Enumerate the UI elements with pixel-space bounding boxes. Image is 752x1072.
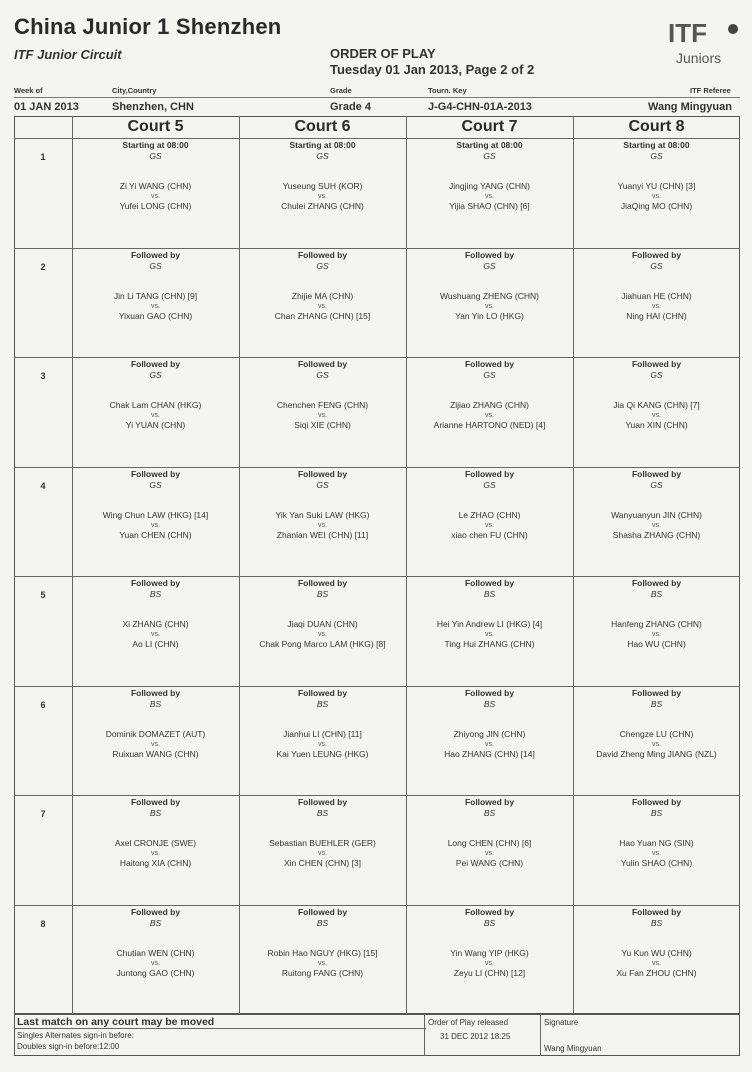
match-cell [72, 250, 239, 322]
match-start-label: Followed by [297, 469, 348, 479]
versus-label: vs. [485, 960, 494, 967]
match-start-label: Followed by [297, 578, 348, 588]
player-two: Xu Fan ZHOU (CHN) [616, 968, 697, 978]
match-cell [239, 688, 406, 760]
row-divider [14, 467, 740, 468]
event-code: BS [650, 699, 663, 709]
player-two: Ruitong FANG (CHN) [281, 968, 364, 978]
player-two: Ruixuan WANG (CHN) [112, 749, 199, 759]
match-start-label: Starting at 08:00 [289, 140, 356, 150]
versus-label: vs. [485, 741, 494, 748]
match-cell [406, 250, 573, 322]
match-cell [406, 359, 573, 431]
match-cell [72, 359, 239, 431]
player-two: Yijia SHAO (CHN) [6] [449, 201, 530, 211]
match-start-label: Followed by [631, 359, 682, 369]
versus-label: vs. [151, 850, 160, 857]
player-one: Chak Lam CHAN (HKG) [109, 400, 202, 410]
match-cell [573, 359, 740, 431]
itf-juniors-logo [662, 14, 742, 70]
player-one: Chutian WEN (CHN) [116, 948, 195, 958]
row-divider [14, 357, 740, 358]
event-code: GS [149, 480, 162, 490]
event-code: GS [650, 151, 663, 161]
match-start-label: Followed by [464, 250, 515, 260]
row-number: 8 [40, 919, 46, 929]
player-two: Haitong XIA (CHN) [119, 858, 192, 868]
row-divider [14, 795, 740, 796]
match-start-label: Followed by [631, 250, 682, 260]
event-code: BS [650, 589, 663, 599]
event-code: BS [483, 699, 496, 709]
player-one: Jiahuan HE (CHN) [621, 291, 692, 301]
week-value: 01 JAN 2013 [14, 101, 79, 113]
released-label: Order of Play released [428, 1018, 509, 1027]
event-code: GS [483, 151, 496, 161]
row-number: 5 [40, 590, 46, 600]
tournament-title: China Junior 1 Shenzhen [14, 14, 282, 39]
event-code: BS [483, 808, 496, 818]
event-code: BS [650, 918, 663, 928]
court-header: Court 7 [461, 118, 518, 135]
footer-col-divider-1 [424, 1014, 425, 1056]
match-start-label: Followed by [631, 688, 682, 698]
player-one: Zhijie MA (CHN) [291, 291, 354, 301]
signature-value: Wang Mingyuan [544, 1044, 602, 1053]
row-number: 2 [40, 262, 46, 272]
grade-value: Grade 4 [330, 101, 371, 113]
match-cell [72, 907, 239, 979]
match-cell [239, 469, 406, 541]
versus-label: vs. [151, 303, 160, 310]
match-cell [72, 578, 239, 650]
logo-subtext: Juniors [676, 50, 722, 66]
circuit-subtitle: ITF Junior Circuit [14, 47, 122, 62]
event-code: GS [483, 370, 496, 380]
match-start-label: Followed by [464, 578, 515, 588]
player-one: Wing Chun LAW (HKG) [14] [102, 510, 209, 520]
match-cell [239, 359, 406, 431]
player-two: Yixuan GAO (CHN) [118, 311, 193, 321]
match-cell [239, 140, 406, 212]
city-value: Shenzhen, CHN [112, 101, 194, 113]
player-two: Yuan CHEN (CHN) [119, 530, 192, 540]
row-number: 6 [40, 700, 46, 710]
row-number: 4 [40, 481, 46, 491]
event-code: BS [650, 808, 663, 818]
versus-label: vs. [151, 522, 160, 529]
versus-label: vs. [318, 412, 327, 419]
event-code: GS [316, 370, 329, 380]
footer-divider [14, 1028, 426, 1029]
match-start-label: Followed by [130, 359, 181, 369]
match-cell [72, 797, 239, 869]
event-code: BS [149, 808, 162, 818]
match-cell [406, 578, 573, 650]
player-one: Jianhui LI (CHN) [11] [283, 729, 362, 739]
player-one: Zi Yi WANG (CHN) [119, 181, 192, 191]
tourn-key-label: Tourn. Key [428, 86, 467, 95]
event-code: BS [483, 918, 496, 928]
row-divider [14, 686, 740, 687]
player-one: Zijiao ZHANG (CHN) [450, 400, 529, 410]
versus-label: vs. [485, 631, 494, 638]
match-start-label: Followed by [464, 688, 515, 698]
match-cell [72, 140, 239, 212]
row-divider [14, 248, 740, 249]
player-two: Shasha ZHANG (CHN) [612, 530, 701, 540]
event-code: BS [149, 918, 162, 928]
player-one: Axel CRONJE (SWE) [114, 838, 197, 848]
player-one: Jingjing YANG (CHN) [449, 181, 530, 191]
event-code: GS [316, 151, 329, 161]
match-cell [406, 907, 573, 979]
event-code: BS [316, 918, 329, 928]
logo-text: ITF [668, 18, 707, 48]
match-start-label: Followed by [297, 250, 348, 260]
player-one: Wanyuanyun JIN (CHN) [611, 510, 702, 520]
versus-label: vs. [151, 193, 160, 200]
order-of-play-label: ORDER OF PLAY [330, 46, 436, 61]
match-cell [406, 688, 573, 760]
match-start-label: Followed by [297, 907, 348, 917]
match-start-label: Followed by [297, 797, 348, 807]
match-cell [406, 469, 573, 541]
versus-label: vs. [151, 412, 160, 419]
versus-label: vs. [485, 193, 494, 200]
tennis-ball-icon [728, 24, 738, 34]
match-cell [406, 797, 573, 869]
player-two: Kai Yuen LEUNG (HKG) [276, 749, 369, 759]
player-two: Ning HAI (CHN) [626, 311, 687, 321]
versus-label: vs. [318, 193, 327, 200]
player-two: Zhanlan WEI (CHN) [11] [276, 530, 369, 540]
player-two: Ao LI (CHN) [132, 639, 179, 649]
match-cell [239, 797, 406, 869]
versus-label: vs. [652, 193, 661, 200]
match-start-label: Followed by [464, 797, 515, 807]
event-code: GS [316, 480, 329, 490]
player-one: Jia Qi KANG (CHN) [7] [613, 400, 700, 410]
versus-label: vs. [318, 522, 327, 529]
released-value: 31 DEC 2012 18:25 [440, 1032, 511, 1041]
player-one: Long CHEN (CHN) [6] [447, 838, 532, 848]
player-two: Yulin SHAO (CHN) [620, 858, 693, 868]
row-number: 7 [40, 809, 46, 819]
player-one: Yuseung SUH (KOR) [282, 181, 363, 191]
versus-label: vs. [318, 631, 327, 638]
row-divider [14, 905, 740, 906]
player-two: xiao chen FU (CHN) [451, 530, 528, 540]
match-start-label: Followed by [464, 907, 515, 917]
doubles-signin-note: Doubles sign-in before:12:00 [17, 1042, 120, 1051]
match-start-label: Followed by [130, 907, 181, 917]
player-two: Hao ZHANG (CHN) [14] [444, 749, 535, 759]
player-one: Xi ZHANG (CHN) [122, 619, 189, 629]
player-two: Yuan XIN (CHN) [625, 420, 688, 430]
match-start-label: Followed by [631, 907, 682, 917]
match-start-label: Followed by [297, 359, 348, 369]
match-start-label: Followed by [130, 688, 181, 698]
signature-label: Signature [544, 1018, 579, 1027]
player-two: Chulei ZHANG (CHN) [281, 201, 364, 211]
match-start-label: Starting at 08:00 [623, 140, 690, 150]
court-header: Court 5 [127, 118, 184, 135]
versus-label: vs. [485, 850, 494, 857]
versus-label: vs. [652, 741, 661, 748]
player-two: Yufei LONG (CHN) [119, 201, 192, 211]
player-one: Yik Yan Suki LAW (HKG) [275, 510, 370, 520]
match-start-label: Starting at 08:00 [456, 140, 523, 150]
event-code: GS [483, 261, 496, 271]
player-one: Yuanyi YU (CHN) [3] [617, 181, 696, 191]
row-divider [14, 576, 740, 577]
player-two: Arianne HARTONO (NED) [4] [433, 420, 546, 430]
player-two: Zeyu LI (CHN) [12] [453, 968, 526, 978]
player-one: Dominik DOMAZET (AUT) [105, 729, 206, 739]
versus-label: vs. [485, 303, 494, 310]
match-cell [72, 469, 239, 541]
versus-label: vs. [318, 303, 327, 310]
match-start-label: Followed by [631, 797, 682, 807]
versus-label: vs. [652, 303, 661, 310]
court-header: Court 8 [628, 118, 685, 135]
event-code: GS [650, 261, 663, 271]
player-two: Pei WANG (CHN) [455, 858, 524, 868]
player-two: Siqi XIE (CHN) [294, 420, 351, 430]
match-start-label: Followed by [130, 469, 181, 479]
player-two: JiaQing MO (CHN) [620, 201, 693, 211]
match-start-label: Followed by [297, 688, 348, 698]
versus-label: vs. [485, 412, 494, 419]
match-start-label: Followed by [130, 250, 181, 260]
event-code: BS [316, 699, 329, 709]
match-start-label: Followed by [464, 359, 515, 369]
player-two: Yi YUAN (CHN) [125, 420, 186, 430]
match-cell [573, 469, 740, 541]
week-label: Week of [14, 86, 43, 95]
event-code: BS [316, 808, 329, 818]
match-start-label: Starting at 08:00 [122, 140, 189, 150]
player-one: Yu Kun WU (CHN) [621, 948, 692, 958]
event-code: GS [316, 261, 329, 271]
match-cell [573, 688, 740, 760]
row-number: 1 [40, 152, 46, 162]
match-cell [239, 250, 406, 322]
player-one: Le ZHAO (CHN) [458, 510, 521, 520]
referee-label: ITF Referee [690, 86, 731, 95]
match-cell [72, 688, 239, 760]
tourn-key-value: J-G4-CHN-01A-2013 [428, 101, 532, 113]
event-code: BS [483, 589, 496, 599]
referee-value: Wang Mingyuan [648, 101, 732, 113]
event-code: GS [149, 370, 162, 380]
versus-label: vs. [485, 522, 494, 529]
player-two: Chan ZHANG (CHN) [15] [274, 311, 371, 321]
player-two: Chak Pong Marco LAM (HKG) [8] [259, 639, 386, 649]
match-cell [239, 907, 406, 979]
versus-label: vs. [318, 850, 327, 857]
versus-label: vs. [151, 741, 160, 748]
court-header: Court 6 [294, 118, 351, 135]
player-two: Yan Yin LO (HKG) [455, 311, 524, 321]
versus-label: vs. [151, 631, 160, 638]
order-of-play-heading [330, 46, 534, 78]
player-two: Juntong GAO (CHN) [116, 968, 195, 978]
event-code: GS [650, 480, 663, 490]
versus-label: vs. [652, 850, 661, 857]
event-code: GS [483, 480, 496, 490]
player-one: Jin Li TANG (CHN) [9] [113, 291, 198, 301]
versus-label: vs. [318, 960, 327, 967]
player-one: Robin Hao NGUY (HKG) [15] [267, 948, 378, 958]
versus-label: vs. [652, 631, 661, 638]
event-code: GS [650, 370, 663, 380]
city-label: City,Country [112, 86, 157, 95]
match-start-label: Followed by [464, 469, 515, 479]
match-start-label: Followed by [631, 578, 682, 588]
match-cell [573, 907, 740, 979]
versus-label: vs. [318, 741, 327, 748]
player-one: Hei Yin Andrew LI (HKG) [4] [436, 619, 543, 629]
player-two: Hao WU (CHN) [627, 639, 686, 649]
player-one: Sebastian BUEHLER (GER) [269, 838, 376, 848]
player-one: Hao Yuan NG (SIN) [619, 838, 694, 848]
singles-signin-note: Singles Alternates sign-in before: [17, 1031, 134, 1040]
match-start-label: Followed by [130, 797, 181, 807]
player-two: Ting Hui ZHANG (CHN) [444, 639, 535, 649]
header-row-divider [14, 138, 740, 139]
header-divider [14, 97, 740, 98]
player-one: Chengze LU (CHN) [619, 729, 694, 739]
date-page-label: Tuesday 01 Jan 2013, Page 2 of 2 [330, 62, 535, 77]
event-code: BS [149, 699, 162, 709]
match-cell [239, 578, 406, 650]
event-code: BS [316, 589, 329, 599]
player-one: Hanfeng ZHANG (CHN) [611, 619, 702, 629]
player-one: Zhiyong JIN (CHN) [453, 729, 526, 739]
player-two: David Zheng Ming JIANG (NZL) [596, 749, 717, 759]
player-one: Wushuang ZHENG (CHN) [439, 291, 540, 301]
grade-label: Grade [330, 86, 352, 95]
match-start-label: Followed by [631, 469, 682, 479]
row-number: 3 [40, 371, 46, 381]
versus-label: vs. [151, 960, 160, 967]
event-code: GS [149, 151, 162, 161]
last-match-note: Last match on any court may be moved [17, 1016, 215, 1028]
player-one: Chenchen FENG (CHN) [276, 400, 369, 410]
versus-label: vs. [652, 960, 661, 967]
player-one: Jiaqi DUAN (CHN) [287, 619, 358, 629]
player-one: Yin Wang YIP (HKG) [450, 948, 529, 958]
versus-label: vs. [652, 522, 661, 529]
match-cell [406, 140, 573, 212]
match-cell [573, 797, 740, 869]
event-code: GS [149, 261, 162, 271]
match-cell [573, 250, 740, 322]
match-cell [573, 578, 740, 650]
event-code: BS [149, 589, 162, 599]
footer-col-divider-2 [540, 1014, 541, 1056]
versus-label: vs. [652, 412, 661, 419]
match-cell [573, 140, 740, 212]
player-two: Xin CHEN (CHN) [3] [284, 858, 361, 868]
match-start-label: Followed by [130, 578, 181, 588]
